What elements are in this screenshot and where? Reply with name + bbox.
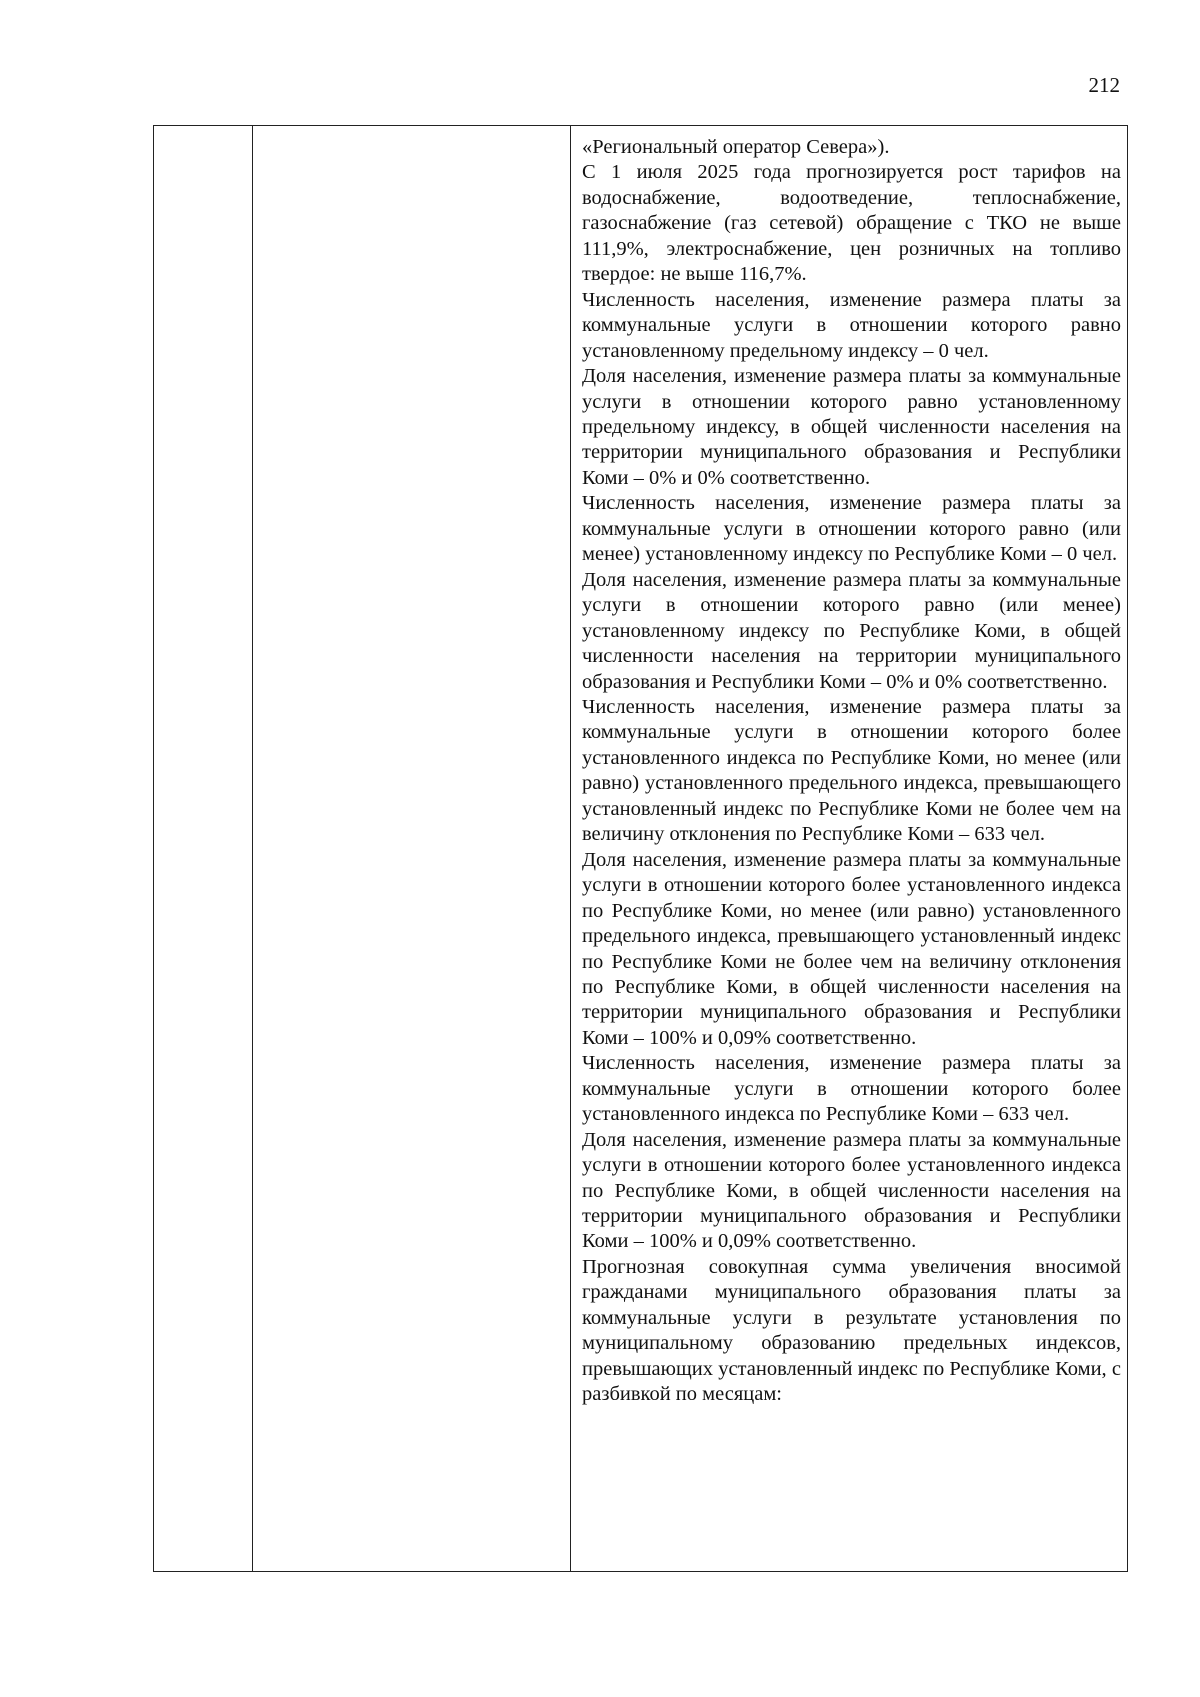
paragraph-population-above-index: Численность населения, изменение размера платы за коммунальные услуги в отношении которого более установленного индекса по Республике Коми – 633 чел. xyxy=(582,1052,1121,1126)
paragraph-share-within-deviation: Доля населения, изменение размера платы за коммунальные услуги в отношении которого более установленного индекса по Республике Коми, но менее (или равно) установленного предельного индекса, превышающего установленный индекс по Республике Коми не более чем на величину отклонения по Республике Коми, в общей численности населения на территории муниципального образования и Республики Коми – 100% и 0,09% соответственно. xyxy=(582,848,1121,1049)
paragraph-forecast-sum: Прогнозная совокупная сумма увеличения вносимой гражданами муниципального образования платы за коммунальные услуги в результате установления по муниципальному образованию предельных индексов, превышающих установленный индекс по Республике Коми, с разбивкой по месяцам: xyxy=(582,1255,1121,1406)
page-number: 212 xyxy=(1088,73,1120,97)
paragraph-population-below-index: Численность населения, изменение размера платы за коммунальные услуги в отношении которого равно (или менее) установленному индексу по Республике Коми – 0 чел. xyxy=(582,492,1121,566)
paragraph-tariff-growth: С 1 июля 2025 года прогнозируется рост тарифов на водоснабжение, водоотведение, теплоснабжение, газоснабжение (газ сетевой) обращение с ТКО не выше 111,9%, электроснабжение, цен розничных на топливо твердое: не выше 116,7%. xyxy=(582,161,1121,286)
document-table xyxy=(153,125,1128,1572)
paragraph-operator: «Региональный оператор Севера»). xyxy=(582,136,890,158)
paragraph-share-below-index: Доля населения, изменение размера платы за коммунальные услуги в отношении которого равно (или менее) установленному индексу по Республике Коми, в общей численности населения на территории муниципального образования и Республики Коми – 0% и 0% соответственно. xyxy=(582,568,1121,693)
paragraph-population-within-deviation: Численность населения, изменение размера платы за коммунальные услуги в отношении которого более установленного индекса по Республике Коми, но менее (или равно) установленного предельного индекса, превышающего установленный индекс по Республике Коми не более чем на величину отклонения по Республике Коми – 633 чел. xyxy=(582,695,1121,846)
table-cell-empty-1 xyxy=(154,126,253,1571)
paragraph-share-above-index: Доля населения, изменение размера платы за коммунальные услуги в отношении которого более установленного индекса по Республике Коми, в общей численности населения на территории муниципального образования и Республики Коми – 100% и 0,09% соответственно. xyxy=(582,1128,1121,1253)
table-cell-empty-2 xyxy=(253,126,571,1571)
paragraph-population-equal-limit: Численность населения, изменение размера платы за коммунальные услуги в отношении которого равно установленному предельному индексу – 0 чел. xyxy=(582,288,1121,362)
paragraph-share-equal-limit: Доля населения, изменение размера платы за коммунальные услуги в отношении которого равно установленному предельному индексу, в общей численности населения на территории муниципального образования и Республики Коми – 0% и 0% соответственно. xyxy=(582,365,1121,489)
table-cell-text xyxy=(571,126,1127,1571)
